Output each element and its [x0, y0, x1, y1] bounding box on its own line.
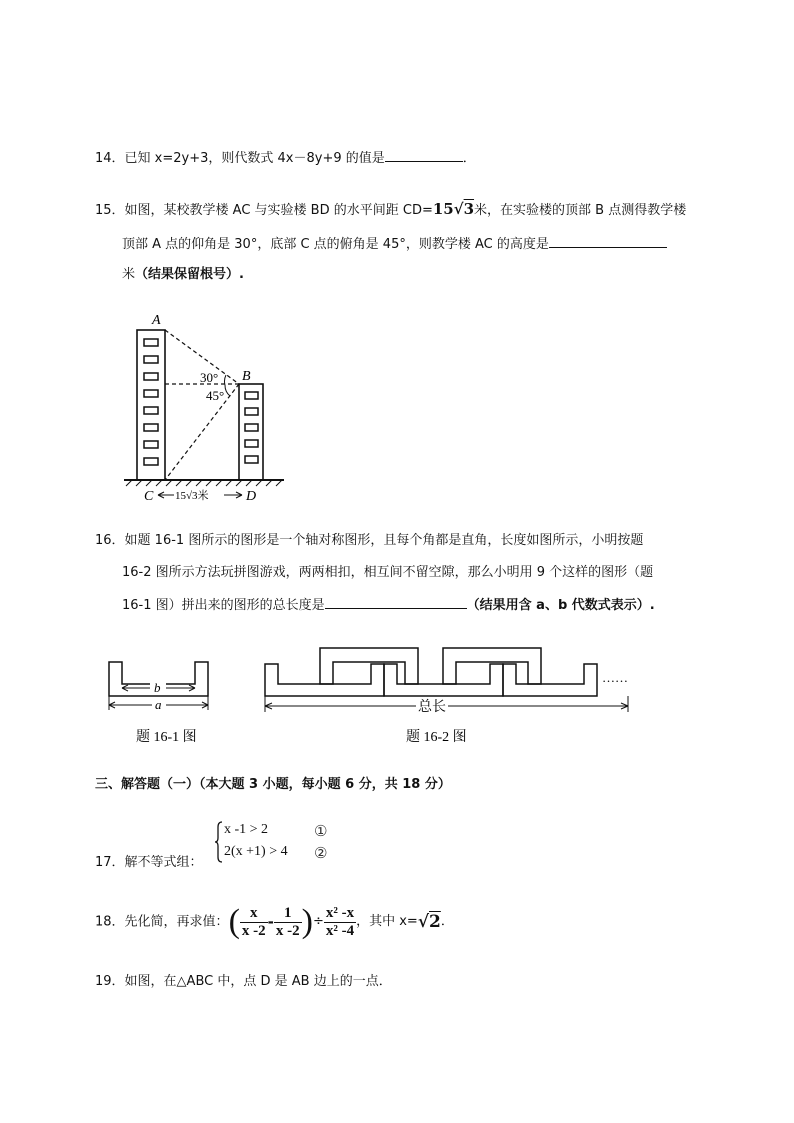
label-b: B: [242, 369, 251, 384]
fraction-2-denominator: x -2: [275, 922, 300, 939]
total-length-label: 总长: [418, 700, 446, 715]
question-number: 15．: [95, 203, 125, 218]
label-b: b: [154, 680, 161, 695]
fraction-2-numerator: 1: [274, 905, 302, 923]
question-text: 解不等式组：: [124, 855, 203, 870]
fraction-1-denominator: x -2: [241, 922, 266, 939]
sqrt-symbol: √: [453, 200, 464, 218]
angle-45-label: 45°: [206, 388, 225, 403]
question-text: 如题 16-1 图所示的图形是一个轴对称图形，且每个角都是直角，长度如图所示，小明按题: [124, 533, 644, 548]
question-18: [95, 898, 454, 947]
question-text: 16-2 图所示方法玩拼图游戏，两两相扣，相互间不留空隙，那么小明用 9 个这样的图形（题: [122, 565, 654, 580]
chain-shapes: [265, 648, 597, 696]
section-3-title: 三、解答题（一）（本大题 3 小题，每小题 6 分，共 18 分）: [95, 777, 451, 792]
answer-blank[interactable]: [549, 234, 667, 248]
sqrt-symbol: √: [417, 912, 430, 932]
inequality-1: x -1 > 2: [224, 822, 269, 837]
fraction-3-denominator: x² -4: [325, 922, 355, 939]
question-text: 顶部 A 点的仰角是 30°，底部 C 点的俯角是 45°，则教学楼 AC 的高度是: [122, 237, 549, 252]
question-number: 18．: [95, 914, 125, 930]
question-text: 如图，在△ABC 中，点 D 是 AB 边上的一点．: [124, 974, 392, 989]
question-number: 17．: [95, 855, 125, 870]
answer-blank[interactable]: [385, 148, 463, 162]
sight-lines: [165, 330, 239, 480]
label-a: A: [152, 313, 161, 328]
question-end: .: [649, 598, 655, 613]
question-19: [95, 973, 392, 991]
question-text: 先化简，再求值：: [124, 914, 229, 930]
label-a: a: [155, 697, 162, 712]
figure-16-2: [258, 640, 648, 748]
inequality-system: [214, 820, 344, 864]
question-end: ．: [462, 151, 476, 166]
angle-arc-30: [225, 375, 226, 385]
minus-sign: -: [267, 913, 274, 931]
note-text: （结果用含 a、b 代数式表示）: [466, 598, 650, 613]
question-number: 16．: [95, 533, 125, 548]
fraction-1: [240, 905, 268, 940]
open-paren: (: [228, 903, 240, 940]
where-text: ，其中 x=: [356, 914, 418, 929]
question-text: 如图，某校教学楼 AC 与实验楼 BD 的水平间距 CD=: [124, 203, 433, 218]
question-end: .: [239, 267, 244, 282]
question-15-line-2: [122, 234, 667, 254]
building-bd-windows: [245, 392, 258, 463]
fraction-1-numerator: x: [240, 905, 268, 923]
question-14: [95, 148, 476, 168]
question-16-line-1: [95, 532, 643, 550]
answer-blank[interactable]: [325, 595, 467, 609]
cd-radicand: 3: [463, 200, 475, 218]
buildings-figure: [122, 312, 287, 508]
question-16-line-3: [122, 595, 655, 615]
caption-16-2: 题 16-2 图: [406, 730, 467, 745]
label-d: D: [246, 489, 257, 504]
label-c: C: [144, 489, 154, 504]
question-text-cont: 米，在实验楼的顶部 B 点测得教学楼: [474, 203, 687, 218]
angle-30-label: 30°: [200, 370, 219, 385]
question-16-line-2: [122, 564, 653, 582]
unit-text: 米: [122, 267, 136, 282]
x-radicand: 2: [429, 912, 441, 932]
inequality-2: 2(x +1) > 4: [224, 844, 288, 859]
close-paren: ): [301, 903, 313, 940]
left-brace: [214, 820, 224, 864]
fraction-3-numerator: x² -x: [325, 904, 355, 921]
mark-1: ①: [314, 822, 328, 840]
caption-16-1: 题 16-1 图: [136, 730, 197, 745]
ellipsis: ……: [602, 670, 628, 685]
question-text: 已知 x=2y+3，则代数式 4x－8y+9 的值是: [124, 151, 385, 166]
question-17: [95, 854, 203, 872]
mark-2: ②: [314, 844, 328, 862]
distance-label: 15√3米: [175, 490, 209, 502]
fraction-2: [274, 905, 302, 940]
divide-sign: ÷: [312, 914, 324, 929]
fraction-3: [324, 905, 356, 940]
building-ac-windows: [144, 339, 158, 465]
angle-arc-45: [225, 385, 230, 396]
note-text: （结果保留根号）: [135, 267, 240, 282]
question-number: 14．: [95, 151, 125, 166]
question-end: ．: [440, 914, 454, 929]
question-15-line-1: [95, 200, 686, 220]
cd-value: 15: [432, 200, 454, 218]
question-15-line-3: [122, 266, 244, 284]
figure-16-1: [102, 652, 216, 748]
question-text: 16-1 图）拼出来的图形的总长度是: [122, 598, 325, 613]
question-number: 19．: [95, 974, 125, 989]
